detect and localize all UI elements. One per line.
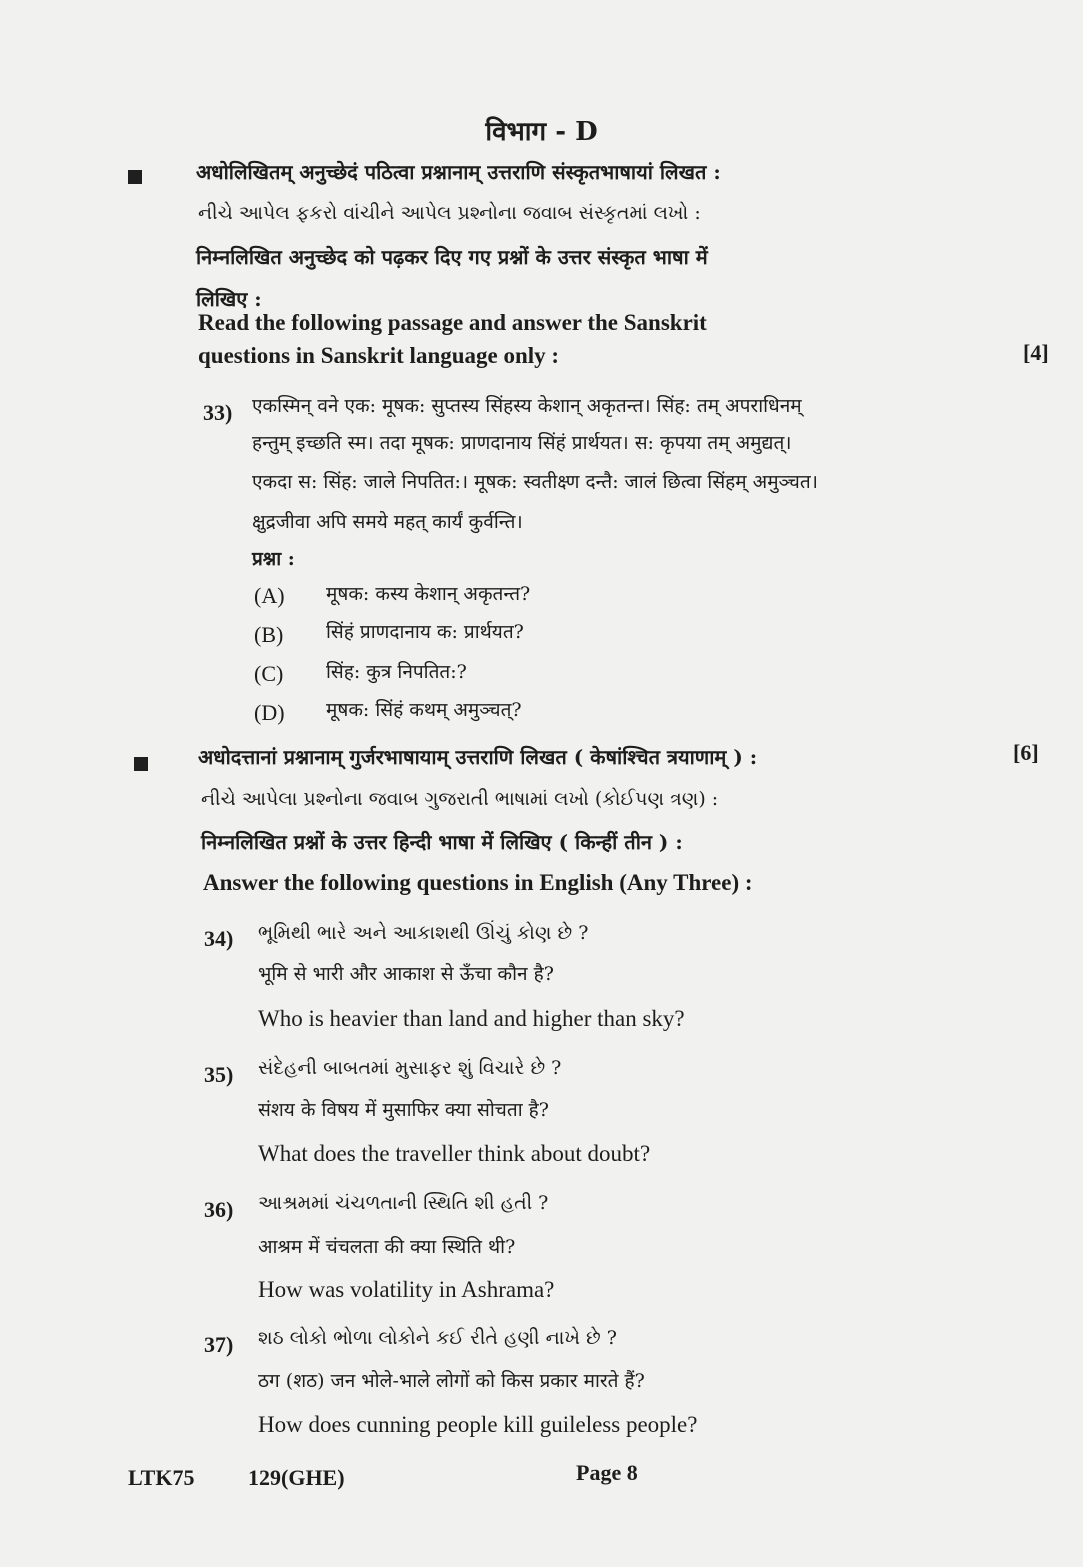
question-hindi: भूमि से भारी और आकाश से ऊँचा कौन है? bbox=[258, 963, 554, 985]
instruction-gujarati: નીચે આપેલ ફકરો વાંચીને આપેલ પ્રશ્નોના જવાબ સંસ્કૃતમાં લખો : bbox=[198, 202, 701, 224]
footer-code: LTK75 bbox=[128, 1465, 195, 1490]
question-english: What does the traveller think about doubt? bbox=[258, 1141, 651, 1166]
option-letter: (B) bbox=[254, 622, 284, 647]
question-english: How was volatility in Ashrama? bbox=[258, 1277, 555, 1302]
question-number: 35) bbox=[204, 1062, 234, 1087]
option-letter: (C) bbox=[254, 661, 284, 686]
question-number: 37) bbox=[204, 1332, 234, 1357]
bullet-marker bbox=[134, 757, 148, 771]
question-hindi: ठग (शठ) जन भोले-भाले लोगों को किस प्रकार मारते हैं? bbox=[258, 1370, 645, 1392]
instruction-sanskrit: अधोलिखितम् अनुच्छेदं पठित्वा प्रश्नानाम् उत्तराणि संस्कृतभाषायां लिखत : bbox=[196, 160, 721, 184]
marks-badge: [6] bbox=[1013, 740, 1039, 765]
passage-line: क्षुद्रजीवा अपि समये महत् कार्यं कुर्वन्ति। bbox=[252, 511, 523, 533]
questions-label: प्रश्ना : bbox=[252, 548, 295, 570]
option-text: सिंहं प्राणदानाय क: प्रार्थयत? bbox=[326, 621, 524, 643]
question-gujarati: સંદેહની બાબતમાં મુસાફર શું વિચારે છે ? bbox=[258, 1057, 562, 1079]
instruction-english: Read the following passage and answer the Sanskrit bbox=[198, 310, 707, 335]
question-number: 34) bbox=[204, 926, 234, 951]
question-hindi: संशय के विषय में मुसाफिर क्या सोचता है? bbox=[258, 1099, 549, 1121]
instruction-hindi: निम्नलिखित प्रश्नों के उत्तर हिन्दी भाषा में लिखिए ( किन्हीं तीन ) : bbox=[201, 830, 683, 854]
question-english: Who is heavier than land and higher than sky? bbox=[258, 1006, 685, 1031]
question-gujarati: ભૂમિથી ભારે અને આકાશથી ઊંચું કોણ છે ? bbox=[258, 922, 589, 944]
instruction-hindi-continued: लिखिए : bbox=[196, 287, 262, 311]
section-heading: विभाग - D bbox=[485, 117, 598, 147]
instruction-english-continued: questions in Sanskrit language only : bbox=[198, 343, 560, 368]
question-hindi: आश्रम में चंचलता की क्या स्थिति थी? bbox=[258, 1236, 516, 1258]
option-text: सिंह: कुत्र निपतित:? bbox=[326, 661, 467, 683]
passage-line: एकस्मिन् वने एक: मूषक: सुप्तस्य सिंहस्य केशान् अकृतन्त। सिंह: तम् अपराधिनम् bbox=[252, 395, 802, 417]
instruction-english: Answer the following questions in English (Any Three) : bbox=[203, 870, 753, 895]
option-letter: (D) bbox=[254, 700, 285, 725]
instruction-gujarati: નીચે આપેલા પ્રશ્નોના જવાબ ગુજરાતી ભાષામાં લખો (કોઈપણ ત્રણ) : bbox=[201, 788, 719, 810]
question-english: How does cunning people kill guileless people? bbox=[258, 1412, 698, 1437]
footer-subject: 129(GHE) bbox=[248, 1465, 345, 1490]
option-letter: (A) bbox=[254, 583, 285, 608]
page-number: Page 8 bbox=[576, 1460, 638, 1485]
instruction-hindi: निम्नलिखित अनुच्छेद को पढ़कर दिए गए प्रश्नों के उत्तर संस्कृत भाषा में bbox=[196, 245, 708, 269]
question-gujarati: આશ્રમમાં ચંચળતાની સ્થિતિ શી હતી ? bbox=[258, 1192, 549, 1214]
marks-badge: [4] bbox=[1023, 340, 1049, 365]
option-text: मूषक: सिंहं कथम् अमुञ्चत्? bbox=[326, 699, 522, 721]
question-number: 36) bbox=[204, 1197, 234, 1222]
question-gujarati: શઠ લોકો ભોળા લોકોને કઈ રીતે હણી નાખે છે ? bbox=[258, 1327, 617, 1349]
question-number: 33) bbox=[203, 400, 233, 425]
bullet-marker bbox=[128, 170, 142, 184]
passage-line: हन्तुम् इच्छति स्म। तदा मूषक: प्राणदानाय सिंहं प्रार्थयत। स: कृपया तम् अमुद्यत्। bbox=[252, 432, 792, 454]
passage-line: एकदा स: सिंह: जाले निपतित:। मूषक: स्वतीक्ष्ण दन्तै: जालं छित्वा सिंहम् अमुञ्चत। bbox=[252, 471, 818, 493]
instruction-sanskrit: अधोदत्तानां प्रश्नानाम् गुर्जरभाषायाम् उत्तराणि लिखत ( केषांश्चित त्रयाणाम् ) : bbox=[198, 745, 758, 769]
option-text: मूषक: कस्य केशान् अकृतन्त? bbox=[326, 583, 531, 605]
